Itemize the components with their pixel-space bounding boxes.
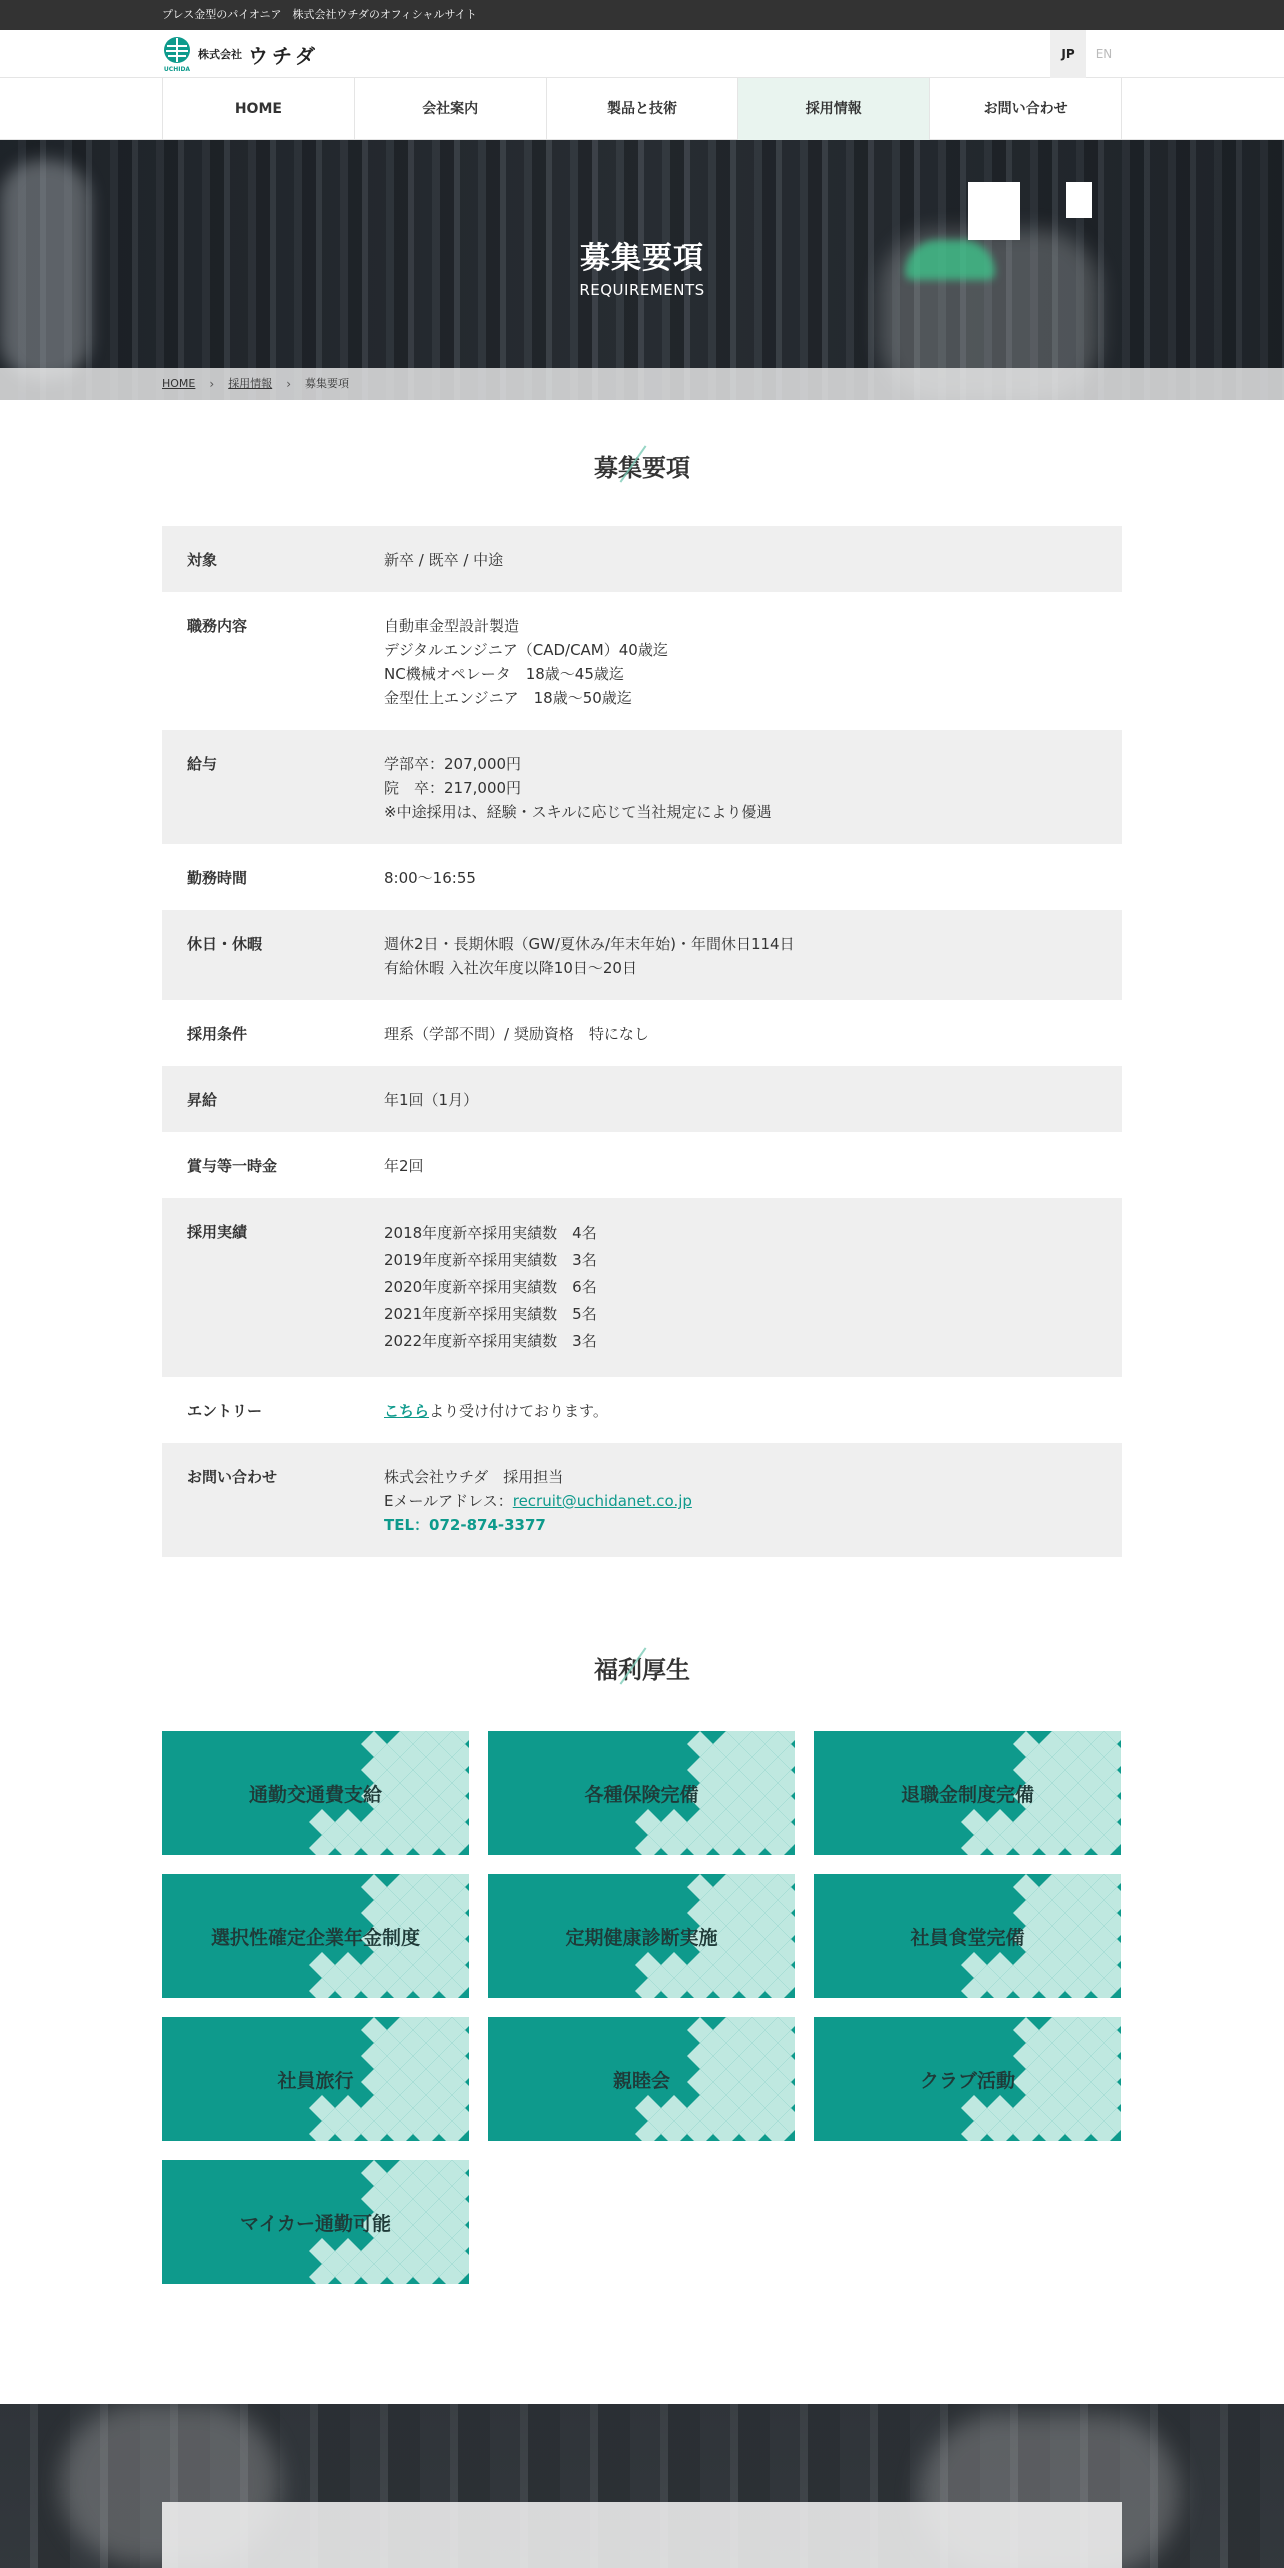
value-line: 2018年度新卒採用実績数 4名: [384, 1224, 597, 1242]
welfare-card-label: 社員食堂完備: [910, 1926, 1025, 1949]
value-line: 2022年度新卒採用実績数 3名: [384, 1332, 597, 1350]
welfare-card: [162, 2017, 469, 2141]
welfare-grid: [162, 1731, 1122, 2284]
welfare-card-label: 通勤交通費支給: [248, 1783, 382, 1806]
table-row: [162, 526, 1122, 592]
welfare-card: [488, 1731, 795, 1855]
row-label: 給与: [187, 755, 218, 773]
value-line: 年2回: [384, 1157, 424, 1175]
welfare-card-label: 社員旅行: [277, 2069, 354, 2092]
breadcrumb-current: 募集要項: [305, 377, 349, 390]
value-line: NC機械オペレータ 18歳〜45歳迄: [384, 665, 624, 683]
value-line: 株式会社ウチダ 採用担当: [384, 1468, 564, 1486]
chevron-right-icon: ›: [209, 377, 215, 391]
welfare-card: [488, 2017, 795, 2141]
row-value: [384, 866, 1122, 890]
email-line: [384, 1489, 1122, 1513]
welfare-card-label: マイカー通勤可能: [239, 2212, 392, 2235]
row-value: [384, 1220, 1122, 1355]
row-value: [384, 1022, 1122, 1046]
breadcrumb-home-link[interactable]: HOME: [162, 377, 196, 390]
value-line: デジタルエンジニア（CAD/CAM）40歳迄: [384, 641, 668, 659]
welfare-card-label: 定期健康診断実施: [565, 1926, 718, 1949]
nav-item-recruit[interactable]: 採用情報: [738, 78, 930, 140]
row-label: 賞与等一時金: [187, 1157, 278, 1175]
logo-sub-text: 株式会社: [198, 48, 242, 61]
company-logo[interactable]: [162, 36, 319, 72]
welfare-card-label: 各種保険完備: [584, 1783, 699, 1806]
value-line: 理系（学部不問）/ 奨励資格 特になし: [384, 1025, 649, 1043]
footer-photo-band: [0, 2404, 1284, 2568]
global-nav: [0, 78, 1284, 140]
hero-photo-highlight: [1066, 182, 1092, 218]
table-row: [162, 910, 1122, 1000]
value-line: 学部卒：207,000円: [384, 755, 522, 773]
value-line: 有給休暇 入社次年度以降10日〜20日: [384, 959, 637, 977]
welfare-card: [488, 1874, 795, 1998]
breadcrumb-recruit-link[interactable]: 採用情報: [228, 377, 273, 390]
value-line: 2020年度新卒採用実績数 6名: [384, 1278, 597, 1296]
row-value: [384, 1399, 1122, 1423]
table-row: [162, 1198, 1122, 1377]
welfare-card: [814, 1874, 1121, 1998]
welfare-card: [814, 1731, 1121, 1855]
table-row: [162, 1066, 1122, 1132]
welfare-card: [162, 2160, 469, 2284]
row-label: 休日・休暇: [187, 935, 263, 953]
value-line: 院 卒：217,000円: [384, 779, 522, 797]
requirements-heading-text: 募集要項: [594, 454, 690, 482]
value-line: 金型仕上エンジニア 18歳〜50歳迄: [384, 689, 632, 707]
nav-item-products[interactable]: 製品と技術: [547, 78, 739, 140]
row-label: 昇給: [187, 1091, 218, 1109]
welfare-card: [162, 1874, 469, 1998]
welfare-card-label: クラブ活動: [919, 2069, 1015, 2092]
row-label: エントリー: [187, 1402, 263, 1420]
welfare-heading-text: 福利厚生: [594, 1656, 690, 1684]
entry-link[interactable]: こちら: [384, 1402, 430, 1420]
hero-photo-highlight: [968, 182, 1020, 240]
table-row: [162, 1377, 1122, 1443]
requirements-heading: [0, 448, 1284, 483]
lang-jp-button[interactable]: JP: [1050, 30, 1086, 78]
email-prefix: Eメールアドレス：: [384, 1492, 513, 1510]
row-value: [384, 1465, 1122, 1537]
requirements-heading-wrap: [0, 448, 1284, 483]
tel-link[interactable]: TEL：072-874-3377: [384, 1516, 546, 1534]
row-value: [384, 1154, 1122, 1178]
row-value: [384, 548, 1122, 572]
welfare-card-label: 退職金制度完備: [900, 1783, 1034, 1806]
entry-text: より受け付けております。: [429, 1402, 608, 1420]
table-row: [162, 1132, 1122, 1198]
row-label: 勤務時間: [187, 869, 248, 887]
value-line: 2021年度新卒採用実績数 5名: [384, 1305, 597, 1323]
nav-item-company[interactable]: 会社案内: [355, 78, 547, 140]
logo-mark-text: UCHIDA: [163, 66, 191, 72]
row-label: 採用実績: [187, 1223, 248, 1241]
hero-title: 募集要項: [580, 241, 704, 276]
value-line: 新卒 / 既卒 / 中途: [384, 551, 504, 569]
table-row: [162, 1443, 1122, 1557]
top-bar: [0, 0, 1284, 30]
site-header: [0, 30, 1284, 78]
value-line: 年1回（1月）: [384, 1091, 479, 1109]
nav-item-home[interactable]: HOME: [163, 78, 355, 140]
logo-name-text: ウチダ: [248, 43, 319, 68]
row-value: [384, 932, 1122, 980]
hero-banner: [0, 140, 1284, 400]
welfare-card: [814, 2017, 1121, 2141]
email-link[interactable]: recruit@uchidanet.co.jp: [512, 1492, 692, 1510]
language-switcher: [1050, 30, 1122, 78]
chevron-right-icon: ›: [286, 377, 291, 391]
value-line: ※中途採用は、経験・スキルに応じて当社規定により優遇: [384, 803, 772, 821]
welfare-heading: [0, 1650, 1284, 1685]
welfare-card-label: 選択性確定企業年金制度: [210, 1926, 420, 1949]
value-line: 2019年度新卒採用実績数 3名: [384, 1251, 597, 1269]
row-label: お問い合わせ: [187, 1468, 278, 1486]
value-line: 週休2日・長期休暇（GW/夏休み/年末年始)・年間休日114日: [384, 935, 795, 953]
row-value: [384, 614, 1122, 710]
site-tagline: プレス金型のパイオニア 株式会社ウチダのオフィシャルサイト: [162, 8, 477, 21]
row-label: 採用条件: [187, 1025, 248, 1043]
row-label: 対象: [187, 551, 218, 569]
footer-panel: [162, 2502, 1122, 2568]
value-line: 8:00〜16:55: [384, 869, 476, 887]
nav-item-contact[interactable]: お問い合わせ: [930, 78, 1122, 140]
table-row: [162, 730, 1122, 844]
welfare-card: [162, 1731, 469, 1855]
breadcrumb: [0, 368, 1284, 400]
uchida-logo-icon: [162, 36, 192, 72]
welfare-heading-wrap: [0, 1650, 1284, 1685]
row-value: [384, 752, 1122, 824]
hero-subtitle: REQUIREMENTS: [579, 281, 705, 299]
lang-en-button[interactable]: EN: [1095, 47, 1113, 61]
row-label: 職務内容: [187, 617, 248, 635]
requirements-table: [162, 526, 1122, 1557]
table-row: [162, 844, 1122, 910]
table-row: [162, 592, 1122, 730]
welfare-card-label: 親睦会: [612, 2069, 670, 2092]
table-row: [162, 1000, 1122, 1066]
value-line: 自動車金型設計製造: [384, 617, 520, 635]
row-value: [384, 1088, 1122, 1112]
